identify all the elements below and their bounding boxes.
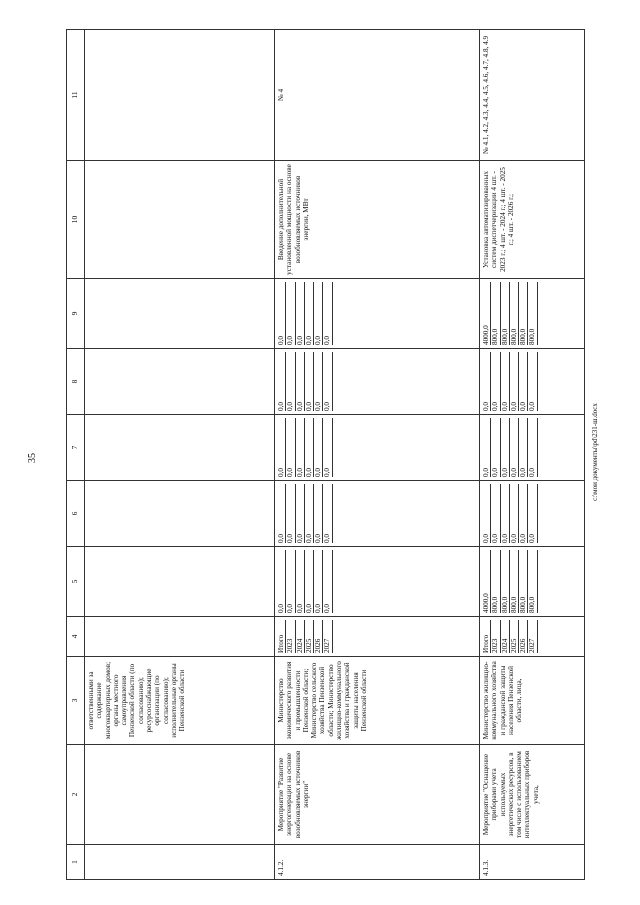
value: 4000,0 xyxy=(482,282,491,345)
cell xyxy=(85,30,275,161)
value: 0,0 xyxy=(528,352,537,411)
value: 0,0 xyxy=(510,352,519,411)
col-header-2: 2 xyxy=(67,745,85,845)
value: 0,0 xyxy=(519,352,528,411)
cell xyxy=(85,547,275,617)
values-col9 xyxy=(480,279,585,349)
value: 0,0 xyxy=(277,282,286,345)
row-number: 4.1.3. xyxy=(480,845,585,880)
reference: № 4.1, 4.2, 4.3, 4.4, 4.5, 4.6, 4.7, 4.8, 4.9 xyxy=(480,30,585,161)
value: 0,0 xyxy=(277,550,286,613)
value: 0,0 xyxy=(296,484,305,543)
cell xyxy=(85,279,275,349)
value: 0,0 xyxy=(314,282,323,345)
year: 2027 xyxy=(323,620,332,653)
cell xyxy=(85,745,275,845)
values-col6 xyxy=(275,481,480,547)
col-header-10: 10 xyxy=(67,161,85,279)
year: Итого xyxy=(277,620,286,653)
value: 0,0 xyxy=(286,352,295,411)
col-header-1: 1 xyxy=(67,845,85,880)
value: 0,0 xyxy=(296,418,305,477)
executor: Министерство экономического развития и промышленности Пензенской области; Министерство сельского хозяйства Пензенской области; Министерство жилищно-коммунального хозяйства и гражданской защиты населения Пензенской области xyxy=(275,657,480,745)
value: 0,0 xyxy=(323,484,332,543)
year: 2025 xyxy=(305,620,314,653)
value: 0,0 xyxy=(305,550,314,613)
values-col5 xyxy=(480,547,585,617)
value: 800,0 xyxy=(501,282,510,345)
year: 2023 xyxy=(491,620,500,653)
values-col7 xyxy=(480,415,585,481)
value: 0,0 xyxy=(519,418,528,477)
year: 2024 xyxy=(296,620,305,653)
year: 2025 xyxy=(510,620,519,653)
value: 0,0 xyxy=(323,550,332,613)
year: Итого xyxy=(482,620,491,653)
indicator: Установка автоматизированных систем диспетчеризации 4 шт. - 2023 г.; 4 шт. - 2024 г.; 4 шт. - 2025 г.; 4 шт. - 2026 г.; xyxy=(480,161,585,279)
table-wrapper xyxy=(66,30,581,880)
value: 0,0 xyxy=(501,484,510,543)
value: 800,0 xyxy=(528,550,537,613)
cell xyxy=(85,845,275,880)
value: 0,0 xyxy=(296,352,305,411)
value: 0,0 xyxy=(314,550,323,613)
value: 0,0 xyxy=(314,484,323,543)
value: 800,0 xyxy=(510,550,519,613)
col-header-7: 7 xyxy=(67,415,85,481)
value: 0,0 xyxy=(296,550,305,613)
reference: № 4 xyxy=(275,30,480,161)
values-col8 xyxy=(480,349,585,415)
value: 0,0 xyxy=(510,484,519,543)
year: 2027 xyxy=(528,620,537,653)
cell xyxy=(85,415,275,481)
indicator: Введение дополнительной установленной мощности на основе возобновляемых источников энергии, МВт xyxy=(275,161,480,279)
values-col9 xyxy=(275,279,480,349)
value: 0,0 xyxy=(286,550,295,613)
col-header-5: 5 xyxy=(67,547,85,617)
value: 0,0 xyxy=(277,352,286,411)
value: 0,0 xyxy=(501,352,510,411)
value: 0,0 xyxy=(296,282,305,345)
table-row xyxy=(480,30,585,880)
measure-name: Мероприятие "Развитие энергогенерации на основе возобновляемых источников энергии" xyxy=(275,745,480,845)
value: 0,0 xyxy=(277,484,286,543)
value: 0,0 xyxy=(482,484,491,543)
year: 2023 xyxy=(286,620,295,653)
value: 0,0 xyxy=(528,418,537,477)
cell xyxy=(85,349,275,415)
years-list xyxy=(480,617,585,657)
col-header-8: 8 xyxy=(67,349,85,415)
value: 0,0 xyxy=(305,484,314,543)
value: 800,0 xyxy=(528,282,537,345)
values-col6 xyxy=(480,481,585,547)
measure-name: Мероприятие "Оснащение приборами учета используемых энергетических ресурсов, в том числе с использованием интеллектуальных приборов учета, xyxy=(480,745,585,845)
program-table xyxy=(66,30,581,880)
value: 0,0 xyxy=(323,282,332,345)
value: 0,0 xyxy=(323,352,332,411)
value: 0,0 xyxy=(314,418,323,477)
header-row xyxy=(67,30,85,880)
col-header-3: 3 xyxy=(67,657,85,745)
col-header-4: 4 xyxy=(67,617,85,657)
value: 800,0 xyxy=(491,550,500,613)
value: 800,0 xyxy=(519,282,528,345)
value: 0,0 xyxy=(286,418,295,477)
table-row xyxy=(275,30,480,880)
value: 800,0 xyxy=(519,550,528,613)
cell xyxy=(85,161,275,279)
value: 0,0 xyxy=(510,418,519,477)
value: 0,0 xyxy=(323,418,332,477)
value: 800,0 xyxy=(501,550,510,613)
values-col8 xyxy=(275,349,480,415)
value: 0,0 xyxy=(286,484,295,543)
year: 2024 xyxy=(501,620,510,653)
values-col5 xyxy=(275,547,480,617)
value: 0,0 xyxy=(491,418,500,477)
value: 0,0 xyxy=(528,484,537,543)
value: 0,0 xyxy=(277,418,286,477)
value: 0,0 xyxy=(491,352,500,411)
year: 2026 xyxy=(314,620,323,653)
col-header-11: 11 xyxy=(67,30,85,161)
value: 800,0 xyxy=(491,282,500,345)
page-number: 35 xyxy=(27,453,38,463)
value: 0,0 xyxy=(519,484,528,543)
row-number: 4.1.2. xyxy=(275,845,480,880)
cell xyxy=(85,617,275,657)
value: 0,0 xyxy=(305,352,314,411)
value: 800,0 xyxy=(510,282,519,345)
value: 0,0 xyxy=(305,282,314,345)
years-list xyxy=(275,617,480,657)
executor-continuation: ответственными за содержание многоквартирных домов; органы местного самоуправления Пензенской области (по согласованию); ресурсоснабжающие организации (по согласованию); исполнительные органы Пензенской области xyxy=(85,657,275,745)
value: 4000,0 xyxy=(482,550,491,613)
col-header-6: 6 xyxy=(67,481,85,547)
values-col7 xyxy=(275,415,480,481)
value: 0,0 xyxy=(482,418,491,477)
value: 0,0 xyxy=(501,418,510,477)
continuation-row xyxy=(85,30,275,880)
col-header-9: 9 xyxy=(67,279,85,349)
executor: Министерство жилищно-коммунального хозяйства и гражданской защиты населения Пензенской области, лица, xyxy=(480,657,585,745)
value: 0,0 xyxy=(305,418,314,477)
value: 0,0 xyxy=(286,282,295,345)
year: 2026 xyxy=(519,620,528,653)
value: 0,0 xyxy=(482,352,491,411)
file-path-footer: c:\мои документы\pd\231-ш.docx xyxy=(591,403,599,501)
value: 0,0 xyxy=(491,484,500,543)
value: 0,0 xyxy=(314,352,323,411)
cell xyxy=(85,481,275,547)
